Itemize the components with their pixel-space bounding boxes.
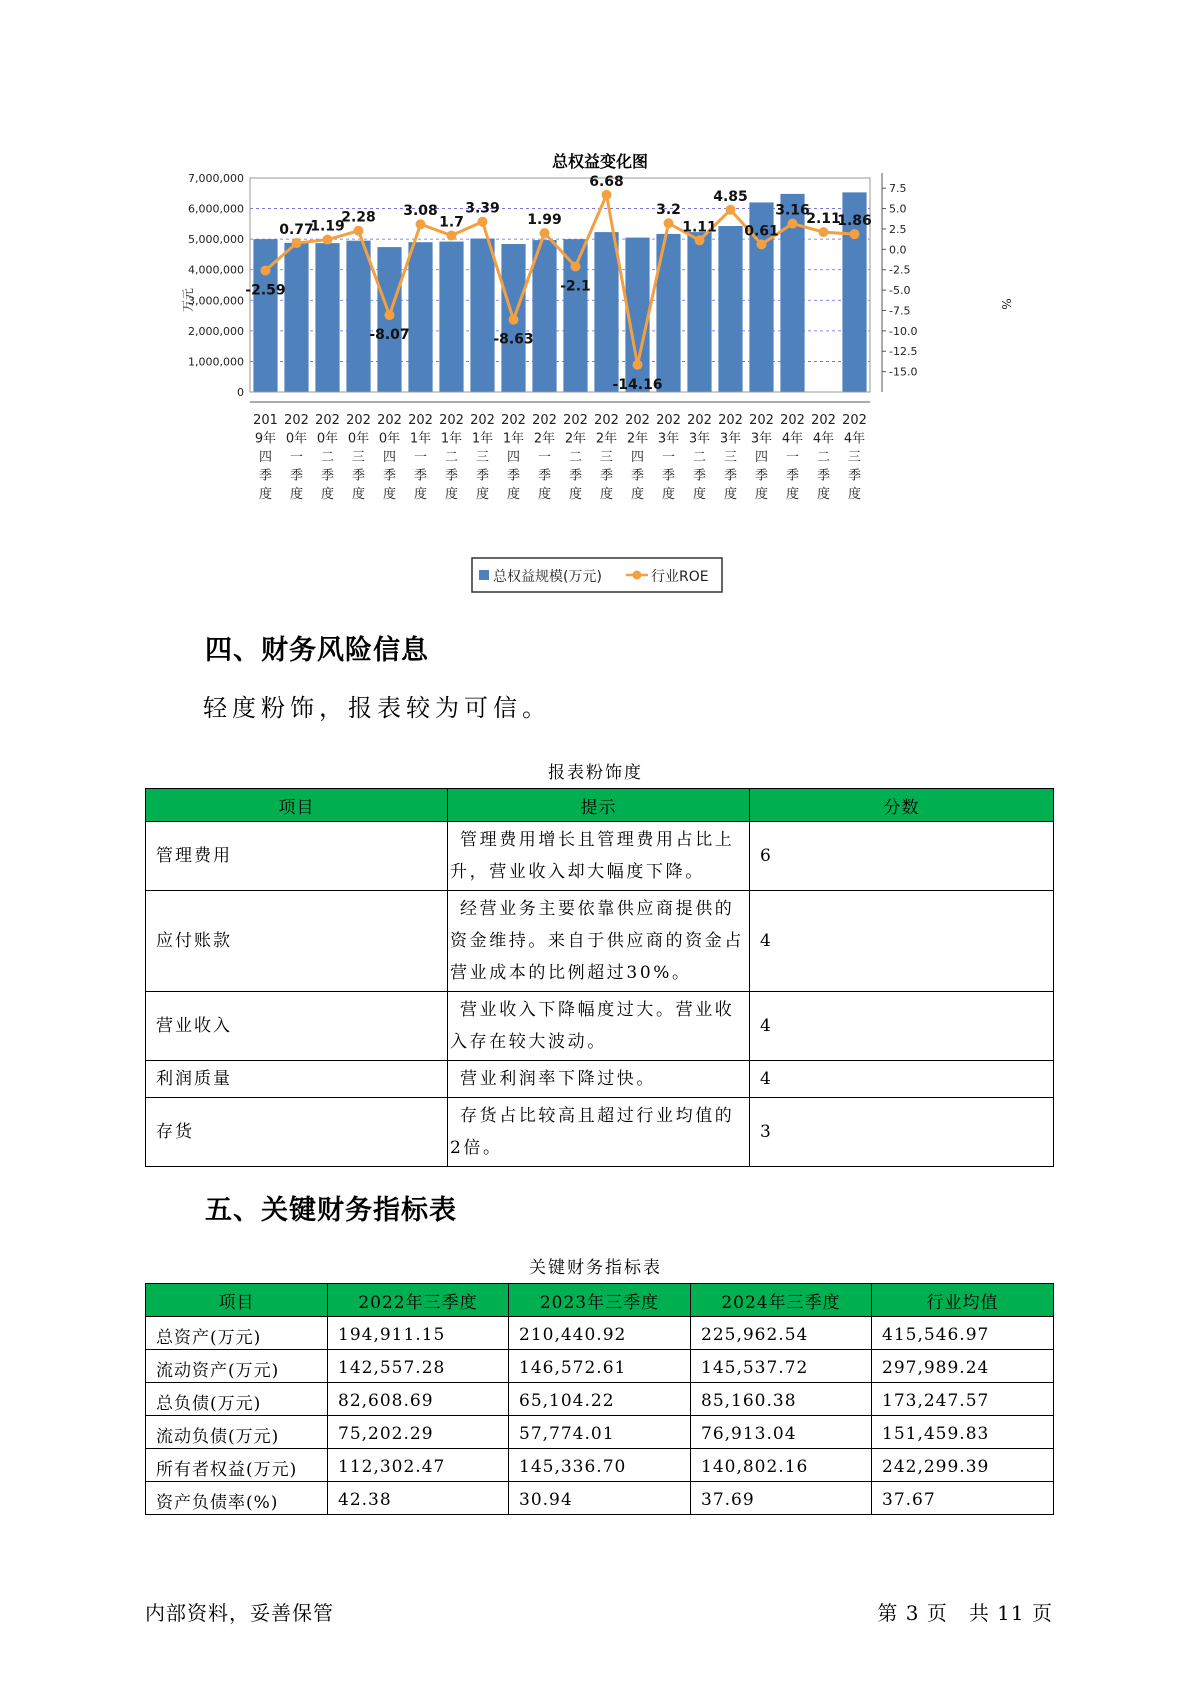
legend-line-marker xyxy=(633,571,642,580)
y-tick-label: 3,000,000 xyxy=(188,294,244,308)
roe-data-label: -2.1 xyxy=(560,278,591,295)
roe-data-label: -2.59 xyxy=(245,282,286,299)
risk-table-caption: 报表粉饰度 xyxy=(548,763,643,783)
risk-item: 管理费用 xyxy=(146,822,448,891)
kpi-table xyxy=(145,1283,1054,1515)
equity-chart-svg xyxy=(180,140,1040,600)
x-tick-label: 202 2年三季度 xyxy=(594,413,619,502)
roe-data-label: 1.99 xyxy=(527,212,562,229)
roe-point xyxy=(571,261,581,271)
x-tick-label: 202 0年三季度 xyxy=(346,413,371,502)
kpi-item: 流动资产(万元) xyxy=(146,1350,328,1383)
risk-table xyxy=(145,788,1054,1167)
roe-point xyxy=(788,219,798,229)
x-tick-label: 202 1年一季度 xyxy=(408,413,433,502)
x-tick-label: 202 2年二季度 xyxy=(563,413,588,502)
kpi-value: 173,247.57 xyxy=(872,1383,1054,1416)
kpi-value: 65,104.22 xyxy=(509,1383,691,1416)
roe-point xyxy=(354,226,364,236)
table-row xyxy=(146,1098,1054,1167)
risk-item: 存货 xyxy=(146,1098,448,1167)
kpi-value: 42.38 xyxy=(328,1482,509,1515)
roe-data-label: 1.86 xyxy=(837,213,872,230)
table-row xyxy=(146,1416,1054,1449)
roe-data-label: 1.11 xyxy=(682,219,717,236)
equity-bar xyxy=(346,241,370,392)
risk-hint: 经营业务主要依靠供应商提供的资金维持。来自于供应商的资金占营业成本的比例超过30%。 xyxy=(448,891,750,992)
roe-point xyxy=(478,217,488,227)
footer-confidential: 内部资料，妥善保管 xyxy=(145,1601,334,1625)
x-tick-label: 202 4年二季度 xyxy=(811,413,836,502)
y2-tick-label: -12.5 xyxy=(889,345,918,359)
x-tick-label: 202 1年四季度 xyxy=(501,413,526,502)
roe-point xyxy=(757,239,767,249)
kpi-header-2024q3: 2024年三季度 xyxy=(691,1284,872,1317)
kpi-value: 415,546.97 xyxy=(872,1317,1054,1350)
x-tick-label: 202 4年三季度 xyxy=(842,413,867,502)
kpi-item: 总资产(万元) xyxy=(146,1317,328,1350)
roe-point xyxy=(323,235,333,245)
risk-score: 4 xyxy=(750,891,1054,992)
y-tick-label: 0 xyxy=(237,386,244,399)
footer-page-number: 第 3 页 共 11 页 xyxy=(877,1601,1053,1625)
x-tick-label: 202 3年一季度 xyxy=(656,413,681,502)
y2-tick-label: 5.0 xyxy=(889,202,907,216)
kpi-header-industry-avg: 行业均值 xyxy=(872,1284,1054,1317)
kpi-header-2022q3: 2022年三季度 xyxy=(328,1284,509,1317)
kpi-value: 225,962.54 xyxy=(691,1317,872,1350)
roe-data-label: 1.19 xyxy=(310,218,345,235)
kpi-value: 37.67 xyxy=(872,1482,1054,1515)
kpi-table-header-row xyxy=(146,1284,1054,1317)
table-row xyxy=(146,1317,1054,1350)
roe-data-label: 3.2 xyxy=(656,202,681,219)
roe-data-label: 6.68 xyxy=(589,173,624,190)
equity-bar xyxy=(470,239,494,392)
y2-tick-label: -10.0 xyxy=(889,324,918,338)
table-row xyxy=(146,822,1054,891)
equity-bar xyxy=(408,242,432,392)
y-tick-label: 6,000,000 xyxy=(188,202,244,216)
kpi-value: 145,336.70 xyxy=(509,1449,691,1482)
kpi-item: 资产负债率(%) xyxy=(146,1482,328,1515)
roe-point xyxy=(726,205,736,215)
equity-bar xyxy=(315,243,339,392)
equity-chart xyxy=(180,140,1040,600)
kpi-table-caption: 关键财务指标表 xyxy=(529,1258,662,1278)
x-tick-label: 202 3年四季度 xyxy=(749,413,774,502)
legend-bar-label: 总权益规模(万元) xyxy=(493,569,602,585)
x-tick-label: 202 1年三季度 xyxy=(470,413,495,502)
roe-point xyxy=(509,315,519,325)
kpi-value: 76,913.04 xyxy=(691,1416,872,1449)
roe-point xyxy=(695,235,705,245)
roe-data-label: 3.16 xyxy=(775,202,810,219)
kpi-value: 210,440.92 xyxy=(509,1317,691,1350)
kpi-value: 112,302.47 xyxy=(328,1449,509,1482)
roe-point xyxy=(292,238,302,248)
kpi-value: 75,202.29 xyxy=(328,1416,509,1449)
x-tick-label: 202 0年四季度 xyxy=(377,413,402,502)
x-tick-label: 201 9年四季度 xyxy=(253,413,278,502)
roe-point xyxy=(416,219,426,229)
roe-point xyxy=(261,265,271,275)
risk-score: 3 xyxy=(750,1098,1054,1167)
risk-score: 4 xyxy=(750,992,1054,1061)
y2-tick-label: -7.5 xyxy=(889,304,911,318)
roe-data-label: 0.61 xyxy=(744,223,779,240)
risk-item: 利润质量 xyxy=(146,1061,448,1098)
table-row xyxy=(146,1482,1054,1515)
table-row xyxy=(146,992,1054,1061)
risk-table-header-row xyxy=(146,789,1054,822)
roe-point xyxy=(540,228,550,238)
kpi-item: 总负债(万元) xyxy=(146,1383,328,1416)
roe-data-label: -8.63 xyxy=(493,331,534,348)
table-row xyxy=(146,1061,1054,1098)
y-tick-label: 7,000,000 xyxy=(188,172,244,185)
equity-bar xyxy=(532,240,556,392)
y-tick-label: 4,000,000 xyxy=(188,263,244,277)
section4-heading: 四、财务风险信息 xyxy=(205,635,429,666)
risk-score: 6 xyxy=(750,822,1054,891)
risk-hint: 营业收入下降幅度过大。营业收入存在较大波动。 xyxy=(448,992,750,1061)
risk-header-hint: 提示 xyxy=(448,789,750,822)
chart-title: 总权益变化图 xyxy=(551,152,649,171)
roe-data-label: -14.16 xyxy=(612,376,663,393)
equity-bar xyxy=(439,242,463,392)
roe-point xyxy=(385,310,395,320)
kpi-value: 297,989.24 xyxy=(872,1350,1054,1383)
kpi-value: 146,572.61 xyxy=(509,1350,691,1383)
kpi-header-item: 项目 xyxy=(146,1284,328,1317)
y2-tick-label: -15.0 xyxy=(889,365,918,379)
y2-tick-label: 0.0 xyxy=(889,243,907,257)
table-row xyxy=(146,1383,1054,1416)
roe-data-label: -8.07 xyxy=(369,327,410,344)
equity-bar xyxy=(687,232,711,392)
risk-hint: 存货占比较高且超过行业均值的2倍。 xyxy=(448,1098,750,1167)
y2-tick-label: 7.5 xyxy=(889,182,907,196)
y2-axis-title: % xyxy=(999,298,1013,310)
table-row xyxy=(146,891,1054,992)
risk-score: 4 xyxy=(750,1061,1054,1098)
roe-data-label: 3.08 xyxy=(403,203,438,220)
roe-data-label: 2.28 xyxy=(341,209,376,226)
roe-data-label: 1.7 xyxy=(439,214,464,231)
kpi-value: 145,537.72 xyxy=(691,1350,872,1383)
x-tick-label: 202 3年三季度 xyxy=(718,413,743,502)
y-tick-label: 1,000,000 xyxy=(188,355,244,369)
legend-line-label: 行业ROE xyxy=(651,569,709,585)
x-tick-label: 202 3年二季度 xyxy=(687,413,712,502)
kpi-value: 85,160.38 xyxy=(691,1383,872,1416)
kpi-value: 194,911.15 xyxy=(328,1317,509,1350)
roe-point xyxy=(447,230,457,240)
x-tick-label: 202 2年四季度 xyxy=(625,413,650,502)
y2-tick-label: -5.0 xyxy=(889,284,911,298)
roe-point xyxy=(633,360,643,370)
roe-point xyxy=(819,227,829,237)
table-row xyxy=(146,1350,1054,1383)
y2-tick-label: -2.5 xyxy=(889,263,911,277)
roe-data-label: 3.39 xyxy=(465,200,500,217)
kpi-value: 140,802.16 xyxy=(691,1449,872,1482)
risk-header-item: 项目 xyxy=(146,789,448,822)
x-tick-label: 202 0年一季度 xyxy=(284,413,309,502)
kpi-value: 142,557.28 xyxy=(328,1350,509,1383)
roe-data-label: 4.85 xyxy=(713,188,748,205)
table-row xyxy=(146,1449,1054,1482)
chart-legend xyxy=(472,558,722,592)
risk-summary: 轻度粉饰，报表较为可信。 xyxy=(203,694,551,722)
risk-item: 营业收入 xyxy=(146,992,448,1061)
risk-item: 应付账款 xyxy=(146,891,448,992)
roe-point xyxy=(664,218,674,228)
kpi-item: 流动负债(万元) xyxy=(146,1416,328,1449)
y-axis-title: 万元 xyxy=(181,287,195,313)
section5-heading: 五、关键财务指标表 xyxy=(205,1195,457,1226)
legend-bar-swatch xyxy=(479,570,489,580)
kpi-value: 82,608.69 xyxy=(328,1383,509,1416)
y2-tick-label: 2.5 xyxy=(889,222,907,236)
roe-data-label: 0.77 xyxy=(279,222,314,239)
kpi-item: 所有者权益(万元) xyxy=(146,1449,328,1482)
kpi-value: 151,459.83 xyxy=(872,1416,1054,1449)
x-tick-label: 202 0年二季度 xyxy=(315,413,340,502)
risk-hint: 营业利润率下降过快。 xyxy=(448,1061,750,1098)
risk-header-score: 分数 xyxy=(750,789,1054,822)
roe-point xyxy=(602,190,612,200)
equity-bar xyxy=(284,243,308,392)
kpi-header-2023q3: 2023年三季度 xyxy=(509,1284,691,1317)
kpi-value: 30.94 xyxy=(509,1482,691,1515)
x-tick-label: 202 4年一季度 xyxy=(780,413,805,502)
kpi-value: 57,774.01 xyxy=(509,1416,691,1449)
kpi-value: 242,299.39 xyxy=(872,1449,1054,1482)
roe-data-label: 2.11 xyxy=(806,211,841,228)
roe-point xyxy=(850,229,860,239)
y-tick-label: 2,000,000 xyxy=(188,324,244,338)
equity-bar xyxy=(594,232,618,392)
y-tick-label: 5,000,000 xyxy=(188,233,244,247)
equity-bar xyxy=(718,226,742,392)
x-tick-label: 202 2年一季度 xyxy=(532,413,557,502)
x-tick-label: 202 1年二季度 xyxy=(439,413,464,502)
risk-hint: 管理费用增长且管理费用占比上升，营业收入却大幅度下降。 xyxy=(448,822,750,891)
kpi-value: 37.69 xyxy=(691,1482,872,1515)
